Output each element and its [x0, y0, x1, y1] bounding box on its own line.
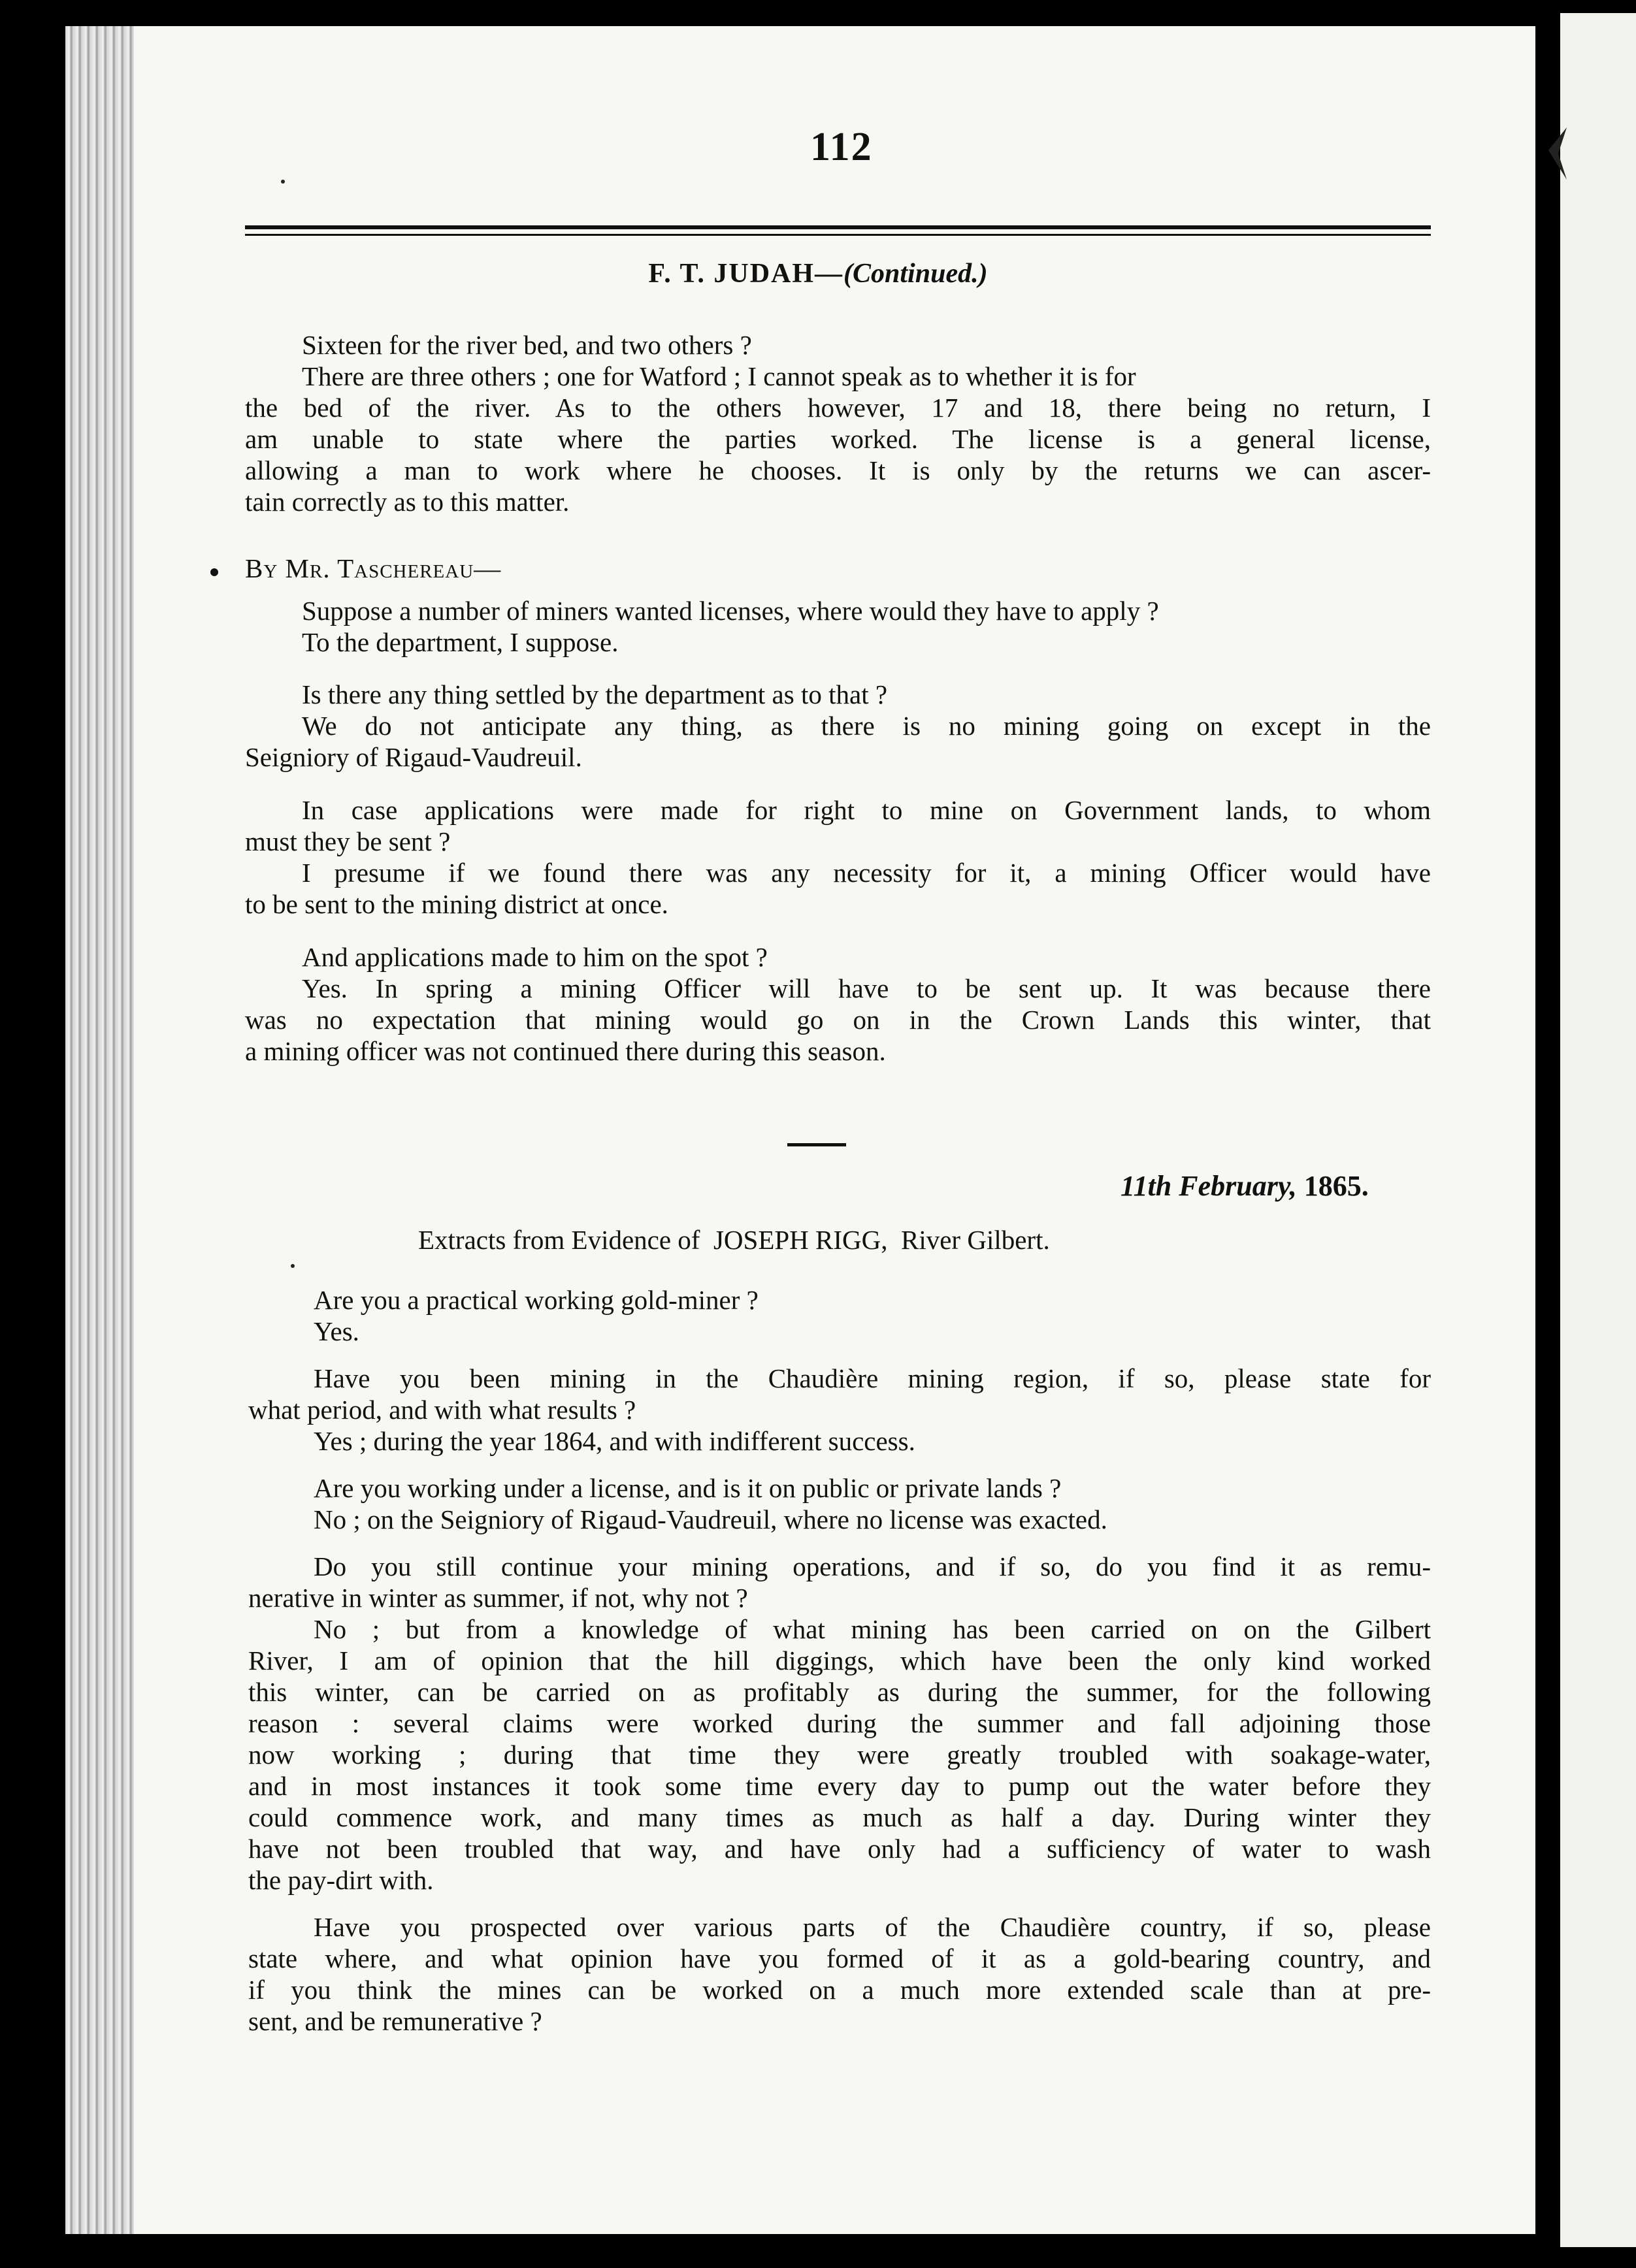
text-line: the pay-dirt with.: [248, 1865, 434, 1895]
text-line: Suppose a number of miners wanted licenses, where would they have to apply ?: [302, 596, 1159, 626]
next-page-edge: [1560, 13, 1636, 2247]
date-year: 1865.: [1296, 1170, 1369, 1202]
text-line: Yes.: [314, 1316, 359, 1346]
margin-bullet: [210, 568, 218, 576]
header-rule-thin: [245, 234, 1431, 236]
text-line: Do you still continue your mining operations, and if so, do you find it as remu-: [314, 1551, 1431, 1581]
section2-title: Extracts from Evidence of JOSEPH RIGG, River Gilbert.: [418, 1225, 1050, 1255]
text-line: sent, and be remunerative ?: [248, 2006, 542, 2036]
page-number: 112: [810, 125, 873, 169]
text-line: Seigniory of Rigaud-Vaudreuil.: [245, 742, 582, 772]
text-line: To the department, I suppose.: [302, 627, 619, 657]
text-line: No ; but from a knowledge of what mining has been carried on on the Gilbert: [314, 1614, 1431, 1644]
heading-continued: (Continued.): [843, 259, 988, 289]
book-edge: [65, 26, 140, 2234]
speaker-label: By Mr. Taschereau—: [245, 553, 502, 583]
text-line: Are you a practical working gold-miner ?: [314, 1285, 759, 1315]
header-rule-thick: [245, 225, 1431, 229]
text-line: In case applications were made for right to mine on Government lands, to whom: [302, 795, 1431, 825]
text-line: reason : several claims were worked during the summer and fall adjoining those: [248, 1708, 1431, 1738]
text-line: must they be sent ?: [245, 826, 451, 856]
text-line: this winter, can be carried on as profitably as during the summer, for the following: [248, 1677, 1431, 1707]
text-line: am unable to state where the parties worked. The license is a general license,: [245, 424, 1431, 454]
text-line: And applications made to him on the spot ?: [302, 942, 768, 972]
speck: [291, 1264, 295, 1268]
text-line: have not been troubled that way, and have only had a sufficiency of water to wash: [248, 1834, 1431, 1864]
text-line: Is there any thing settled by the department as to that ?: [302, 679, 888, 709]
text-line: There are three others ; one for Watford ; I cannot speak as to whether it is for: [302, 361, 1136, 391]
text-line: the bed of the river. As to the others however, 17 and 18, there being no return, I: [245, 393, 1431, 423]
heading-name: F. T. JUDAH—: [648, 259, 844, 289]
text-line: state where, and what opinion have you formed of it as a gold-bearing country, and: [248, 1943, 1431, 1973]
text-line: could commence work, and many times as much as half a day. During winter they: [248, 1802, 1431, 1832]
section-heading: [0, 258, 1636, 289]
text-line: nerative in winter as summer, if not, why not ?: [248, 1583, 748, 1613]
date-day: 11th February,: [1121, 1170, 1297, 1202]
text-line: I presume if we found there was any necessity for it, a mining Officer would have: [302, 858, 1431, 888]
text-line: and in most instances it took some time every day to pump out the water before they: [248, 1771, 1431, 1801]
section-divider: [787, 1143, 846, 1146]
text-line: to be sent to the mining district at once.: [245, 889, 668, 919]
text-line: No ; on the Seigniory of Rigaud-Vaudreuil, where no license was exacted.: [314, 1504, 1107, 1534]
text-line: tain correctly as to this matter.: [245, 487, 570, 517]
text-line: Have you prospected over various parts of the Chaudière country, if so, please: [314, 1912, 1431, 1942]
text-line: Sixteen for the river bed, and two others ?: [302, 330, 752, 360]
text-line: what period, and with what results ?: [248, 1395, 636, 1425]
text-line: Have you been mining in the Chaudière mining region, if so, please state for: [314, 1363, 1431, 1393]
text-line: River, I am of opinion that the hill diggings, which have been the only kind worked: [248, 1645, 1431, 1676]
speck: [281, 180, 285, 184]
text-line: Yes ; during the year 1864, and with indifferent success.: [314, 1426, 915, 1456]
text-line: allowing a man to work where he chooses. It is only by the returns we can ascer-: [245, 455, 1431, 485]
text-line: Are you working under a license, and is it on public or private lands ?: [314, 1473, 1062, 1503]
ink-mark-icon: [1542, 124, 1568, 183]
text-line: We do not anticipate any thing, as there is no mining going on except in the: [302, 711, 1431, 741]
text-line: was no expectation that mining would go on in the Crown Lands this winter, that: [245, 1005, 1431, 1035]
text-line: now working ; during that time they were greatly troubled with soakage-water,: [248, 1740, 1431, 1770]
text-line: a mining officer was not continued there during this season.: [245, 1036, 886, 1066]
section-date: [1121, 1169, 1369, 1203]
text-line: if you think the mines can be worked on a much more extended scale than at pre-: [248, 1975, 1431, 2005]
text-line: Yes. In spring a mining Officer will have to be sent up. It was because there: [302, 973, 1431, 1003]
